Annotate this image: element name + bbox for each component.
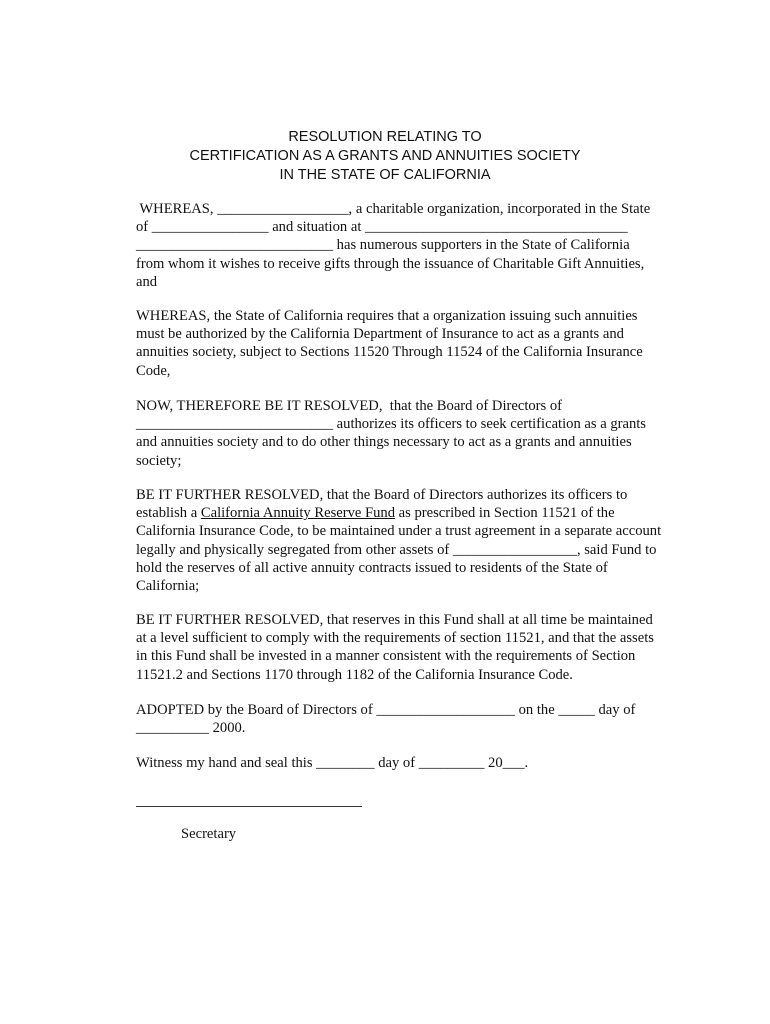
resolved2-line-6: California; [136,578,200,595]
whereas1-line-5: and [136,273,158,290]
whereas1-line-4: from whom it wishes to receive gifts through the issuance of Charitable Gift Annuities, [136,255,645,272]
whereas1-line-2: of ________________ and situation at ____________________________________ [136,219,628,236]
whereas2-line-4: Code, [136,362,171,379]
resolved1-line-4: society; [136,452,182,469]
resolved1-line-1: NOW, THEREFORE BE IT RESOLVED, that the Board of Directors of [136,398,563,414]
whereas1-line-3: ___________________________ has numerous supporters in the State of California [136,237,630,254]
adopted-line-2: __________ 2000. [136,720,246,737]
resolved2-line-2-pre: establish a [136,505,201,522]
resolved2-line-2 [136,504,656,522]
resolved1-line-2: ___________________________ authorizes its officers to seek certification as a grants [136,416,646,433]
whereas2-line-3: annuities society, subject to Sections 11520 Through 11524 of the California Insurance [136,344,643,361]
whereas2-line-2: must be authorized by the California Department of Insurance to act as a grants and [136,326,624,343]
resolved2-line-2-post: as prescribed in Section 11521 of the [395,505,615,522]
resolved-paragraph-3 [136,611,656,684]
signature-line [136,806,362,807]
adopted-line-1: ADOPTED by the Board of Directors of ___________________ on the _____ day of [136,702,636,718]
whereas-paragraph-2 [136,307,656,380]
resolved3-line-4: 11521.2 and Sections 1170 through 1182 of the California Insurance Code. [136,666,573,683]
reserve-fund-link[interactable]: California Annuity Reserve Fund [200,505,396,522]
whereas1-line-1: WHEREAS, __________________, a charitable organization, incorporated in the State [136,201,651,217]
secretary-label: Secretary [181,826,237,842]
whereas-paragraph-1 [136,200,656,291]
adopted-paragraph [136,701,656,737]
resolved3-line-2: at a level sufficient to comply with the requirements of section 11521, and that the assets [136,630,654,647]
document-title [0,128,770,185]
resolved1-line-3: and annuities society and to do other things necessary to act as a grants and annuities [136,434,632,451]
title-line-3: IN THE STATE OF CALIFORNIA [279,167,491,183]
witness-paragraph [136,754,656,772]
resolved-paragraph-2 [136,486,662,595]
resolved2-line-4: legally and physically segregated from other assets of _________________, said Fund to [136,541,657,558]
resolved-paragraph-1 [136,397,656,470]
title-line-1: RESOLUTION RELATING TO [288,129,482,145]
resolved3-line-3: in this Fund shall be invested in a manner consistent with the requirements of Section [136,648,636,665]
witness-line-1: Witness my hand and seal this ________ day of _________ 20___. [136,755,529,771]
resolved2-line-3: California Insurance Code, to be maintained under a trust agreement in a separate account [136,523,662,540]
whereas2-line-1: WHEREAS, the State of California requires that a organization issuing such annuities [136,308,638,324]
resolved3-line-1: BE IT FURTHER RESOLVED, that reserves in this Fund shall at all time be maintained [136,612,653,628]
resolved2-line-1: BE IT FURTHER RESOLVED, that the Board of Directors authorizes its officers to [136,487,628,503]
resolved2-line-5: hold the reserves of all active annuity contracts issued to residents of the State of [136,559,608,576]
title-line-2: CERTIFICATION AS A GRANTS AND ANNUITIES SOCIETY [189,148,581,164]
